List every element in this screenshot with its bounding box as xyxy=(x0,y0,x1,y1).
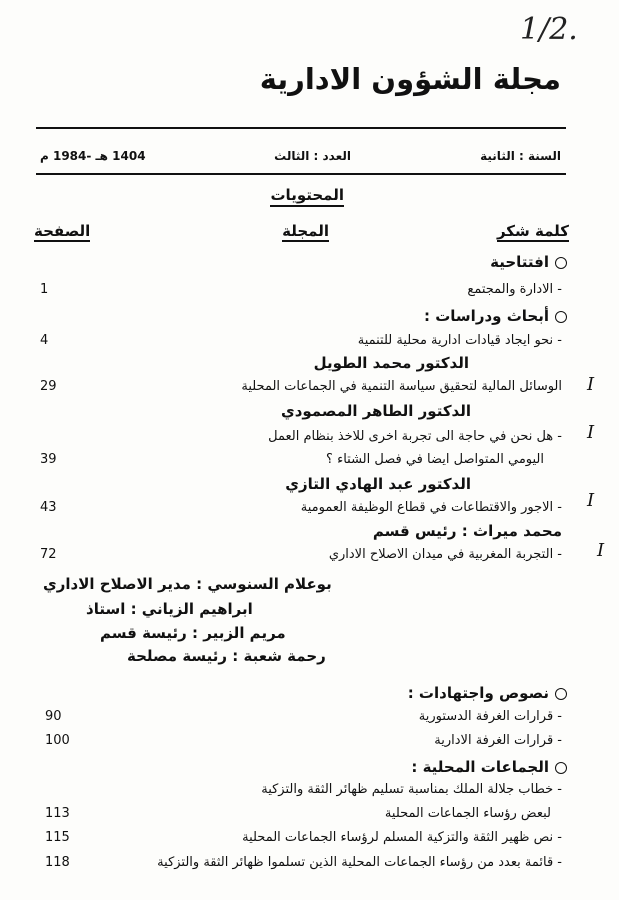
author-name: الدكتور محمد الطويل xyxy=(313,354,469,372)
margin-mark: I xyxy=(587,374,595,395)
toc-item: - قرارات الغرفة الدستورية xyxy=(418,709,562,724)
toc-item: - قرارات الغرفة الادارية xyxy=(434,733,562,748)
toc-item: - خطاب جلالة الملك بمناسبة تسليم ظهائر الثقة والتزكية xyxy=(261,782,562,797)
bottom-rule xyxy=(36,173,566,175)
author-name: ابراهيم الزياني : استاذ xyxy=(86,600,253,618)
circle-bullet-icon xyxy=(555,257,567,269)
author-name: محمد ميراث : رئيس قسم xyxy=(372,522,562,540)
section-local-label: الجماعات المحلية : xyxy=(411,758,549,776)
issue-label: العدد : الثالث xyxy=(274,149,351,163)
section-research xyxy=(424,307,567,325)
column-journal: المجلة xyxy=(282,222,329,240)
margin-mark: I xyxy=(587,422,595,443)
toc-page: 118 xyxy=(45,855,70,870)
toc-page: 113 xyxy=(45,806,70,821)
author-name: الدكتور الطاهر المصمودي xyxy=(280,402,471,420)
toc-page: 90 xyxy=(45,709,62,724)
handwritten-note: 1/2. xyxy=(520,12,578,47)
column-thanks: كلمة شكر xyxy=(496,222,569,240)
toc-item: - هل نحن في حاجة الى تجربة اخرى للاخذ بنظام العمل xyxy=(268,429,562,444)
section-local xyxy=(411,758,567,776)
year-label: السنة : الثانية xyxy=(480,149,561,163)
toc-item: - التجربة المغربية في ميدان الاصلاح الاداري xyxy=(328,547,562,562)
section-opening xyxy=(490,253,567,271)
author-name: مريم الزبير : رئيسة قسم xyxy=(100,624,286,642)
section-texts-label: نصوص واجتهادات : xyxy=(407,684,549,702)
toc-item: - الادارة والمجتمع xyxy=(467,282,562,297)
circle-bullet-icon xyxy=(555,688,567,700)
section-opening-label: افتتاحية xyxy=(490,253,549,271)
author-name: بوعلام السنوسي : مدير الاصلاح الاداري xyxy=(43,575,332,593)
section-texts xyxy=(408,684,567,702)
toc-item: - قائمة بعدد من رؤساء الجماعات المحلية الذين تسلموا ظهائر الثقة والتزكية xyxy=(157,855,562,870)
column-page: الصفحة xyxy=(34,222,91,240)
toc-page: 1 xyxy=(40,282,49,297)
author-name: الدكتور عبد الهادي التازي xyxy=(285,475,471,493)
contents-heading: المحتويات xyxy=(270,186,344,207)
toc-item: لبعض رؤساء الجماعات المحلية xyxy=(384,806,551,821)
toc-item: الوسائل المالية لتحقيق سياسة التنمية في الجماعات المحلية xyxy=(241,379,562,394)
toc-page: 72 xyxy=(40,547,57,562)
toc-item: - نص ظهير الثقة والتزكية المسلم لرؤساء الجماعات المحلية xyxy=(242,830,562,845)
toc-page: 4 xyxy=(40,333,49,348)
top-rule xyxy=(36,127,566,129)
margin-mark: I xyxy=(587,490,595,511)
toc-item: اليومي المتواصل ايضا في فصل الشتاء ؟ xyxy=(326,452,544,467)
toc-page: 115 xyxy=(45,830,70,845)
circle-bullet-icon xyxy=(555,311,567,323)
circle-bullet-icon xyxy=(555,762,567,774)
journal-title: مجلة الشؤون الادارية xyxy=(259,62,561,96)
toc-page: 29 xyxy=(40,379,57,394)
toc-page: 43 xyxy=(40,500,57,515)
margin-mark: I xyxy=(597,540,605,561)
author-name: رحمة شعبة : رئيسة مصلحة xyxy=(127,647,326,665)
toc-page: 39 xyxy=(40,452,57,467)
section-research-label: أبحاث ودراسات : xyxy=(424,307,549,325)
toc-item: - الاجور والاقتطاعات في قطاع الوظيفة العمومية xyxy=(300,500,562,515)
date-label: 1404 هـ -1984 م xyxy=(40,149,146,163)
toc-page: 100 xyxy=(45,733,70,748)
toc-item: - نحو ايجاد قيادات ادارية محلية للتنمية xyxy=(357,333,562,348)
